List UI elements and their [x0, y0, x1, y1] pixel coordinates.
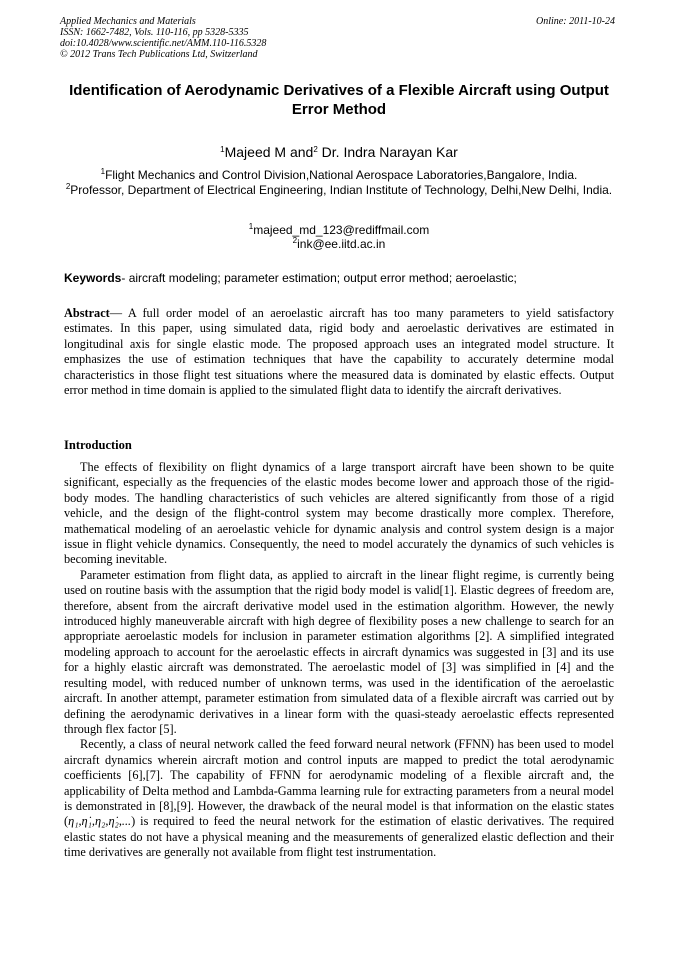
keywords [64, 271, 616, 286]
keywords-text: - aircraft modeling; parameter estimation; output error method; aeroelastic; [121, 271, 517, 285]
email1-sup: 1 [248, 222, 254, 231]
introduction-body [64, 460, 614, 861]
doi: doi:10.4028/www.scientific.net/AMM.110-116.5328 [60, 38, 267, 49]
emails [60, 223, 618, 251]
journal-header [60, 16, 266, 60]
authors [60, 143, 618, 161]
abstract-label: Abstract [64, 306, 110, 320]
author1-sup: 1 [220, 145, 225, 154]
paper-title: Identification of Aerodynamic Derivatives of a Flexible Aircraft using Output Error Method [69, 82, 609, 118]
p3-after: ) is required to feed the neural network for the estimation of elastic derivatives. The required elastic states do not have a physical meaning and the measurements of generalized elastic deflection and their time derivatives are generally not available from flight test instrumentation. [64, 814, 614, 860]
introduction-heading: Introduction [64, 438, 132, 452]
intro-paragraph-1: The effects of flexibility on flight dynamics of a large transport aircraft have been shown to be quite significant, especially as the frequencies of the elastic modes become lower and approach those of the rigid-body modes. The handling characteristics of such vehicles are altered significantly from those of a rigid vehicle, and the design of the flight-control system may become drastically more complex. Therefore, mathematical modeling of an aeroelastic vehicle for dynamic analysis and control system design is a major issue in flight vehicle dynamics. Consequently, the need to model accurately the dynamics of such vehicles is becoming inevitable. [64, 460, 614, 567]
aff2-sup: 2 [65, 182, 71, 191]
email2-sup: 2 [292, 236, 298, 245]
email-1 [60, 223, 618, 237]
aff1-text: Flight Mechanics and Control Division,National Aerospace Laboratories,Bangalore, India. [105, 168, 578, 182]
elastic-states-math: η₁,η̇₁,η₂,η̇₂,... [68, 814, 132, 829]
intro-paragraph-3 [64, 737, 614, 860]
copyright: © 2012 Trans Tech Publications Ltd, Switzerland [60, 49, 258, 60]
keywords-label: Keywords [64, 271, 122, 285]
intro-paragraph-2: Parameter estimation from flight data, as applied to aircraft in the linear flight regime, is currently being used on routine basis with the assumption that the rigid body model is valid[1]. Elastic degrees of freedom are, therefore, absent from the aircraft derivative model used in the estimation algorithm. However, the newly introduced highly maneuverable aircraft with high degree of flexibility poses a new challenge to search for an appropriate aeroelastic models for inclusion in parameter estimation algorithms [2]. A simplified integrated modeling approach to account for the aeroelastic effects in aircraft dynamics was suggested in [3] and its use for a highly elastic aircraft was demonstrated. The aeroelastic model of [3] was simplified in [4] and the resulting model, with reduced number of unknown terms, was used in the identification of the aeroelastic aircraft. In another attempt, parameter estimation from simulated data of a flexible aircraft was carried out by defining the aerodynamic derivatives in a linear form with the quasi-steady aeroelastic effects represented through flex factor [5]. [64, 567, 614, 736]
p3-before: Recently, a class of neural network called the feed forward neural network (FFNN) has been used to model aircraft dynamics wherein aircraft motion and control inputs are mapped to predict the total aerodynamic coefficients [6],[7]. The capability of FFNN for aerodynamic modeling of a flexible aircraft and, the applicability of Delta method and Lambda-Gamma learning rule for extracting parameters from a neural model is demonstrated in [8],[9]. However, the drawback of the neural model is that information on the elastic states ( [64, 737, 614, 829]
aff2-text: Professor, Department of Electrical Engineering, Indian Institute of Technology, Delhi,New Delhi, India. [70, 183, 613, 197]
online-date: Online: 2011-10-24 [536, 16, 615, 27]
affiliation-2 [60, 183, 618, 198]
affiliations [60, 168, 618, 198]
email-2 [60, 237, 618, 251]
author2-sup: 2 [313, 145, 318, 154]
author1: Majeed M and [224, 144, 314, 160]
affiliation-1 [60, 168, 618, 183]
abstract-text: — A full order model of an aeroelastic aircraft has too many parameters to yield satisfactory estimates. In this paper, using simulated data, rigid body and aeroelastic derivatives are estimated in longitudinal axis for single elastic mode. The proposed approach uses an integrated model structure. It emphasizes the use of estimation techniques that have the capability to accurately determine modal characteristics in those flight test situations where the measured data is dominated by elastic effects. Output error method in time domain is applied to the simulated flight data to identify the aircraft derivatives. [64, 306, 614, 398]
email2-text: ink@ee.iitd.ac.in [297, 237, 386, 251]
aff1-sup: 1 [100, 167, 106, 176]
issn: ISSN: 1662-7482, Vols. 110-116, pp 5328-5335 [60, 27, 249, 38]
author2: Dr. Indra Narayan Kar [317, 144, 458, 160]
journal-name: Applied Mechanics and Materials [60, 16, 196, 27]
email1-text: majeed_md_123@rediffmail.com [253, 223, 430, 237]
abstract [64, 306, 614, 398]
